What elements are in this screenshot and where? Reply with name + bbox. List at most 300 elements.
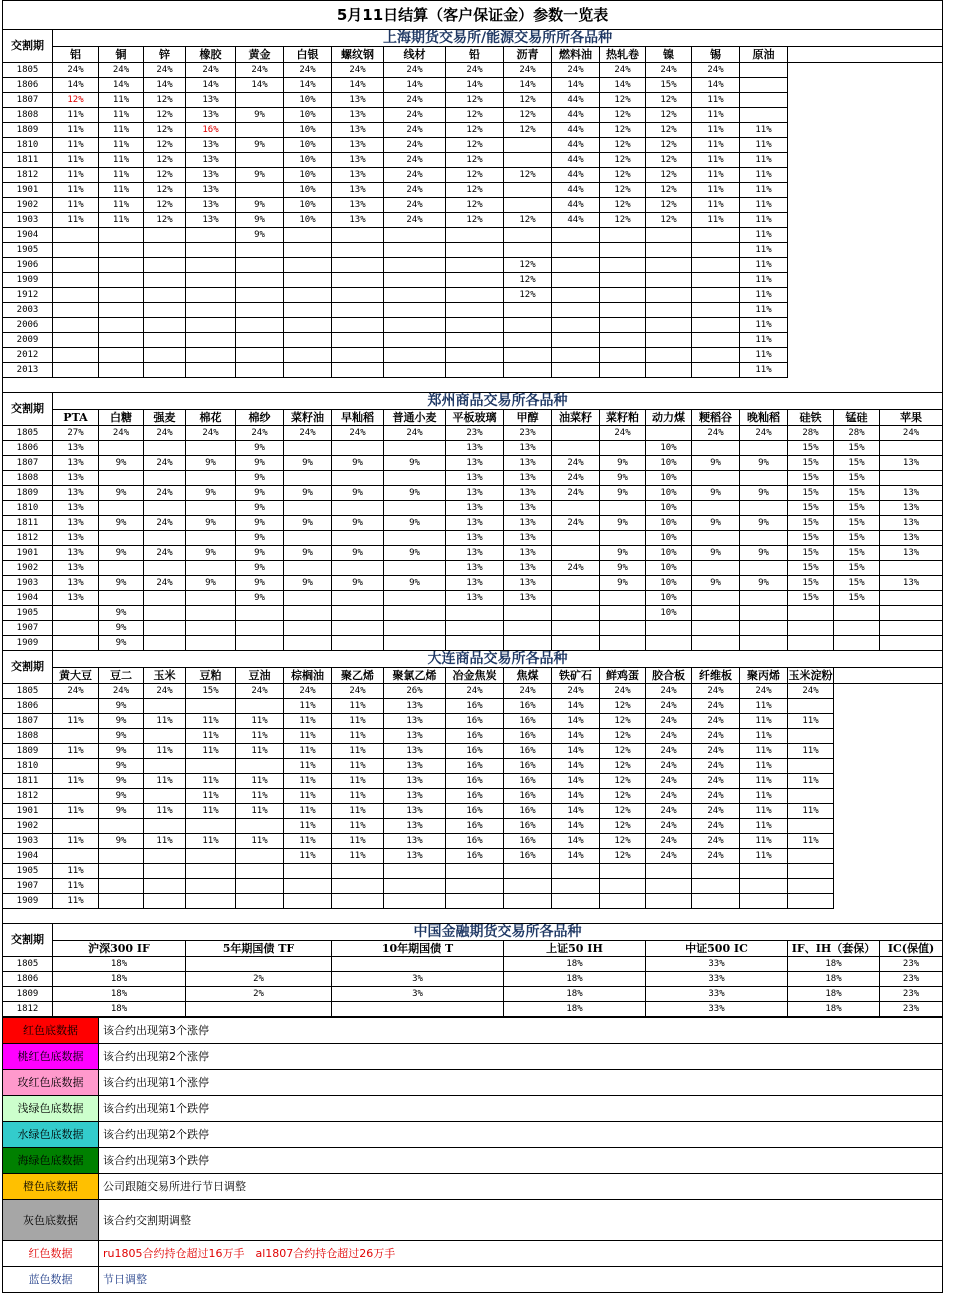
shfe-value-cell: 11% bbox=[692, 108, 740, 123]
shfe-value-cell: 44% bbox=[552, 183, 600, 198]
blank-cell bbox=[788, 258, 943, 273]
legend-description: ru1805合约持仓超过16万手 al1807合约持仓超过26万手 bbox=[99, 1241, 943, 1267]
czce-value-cell bbox=[144, 471, 186, 486]
dce-value-cell: 11% bbox=[284, 729, 332, 744]
blank-cell bbox=[834, 729, 943, 744]
czce-value-cell: 24% bbox=[144, 516, 186, 531]
shfe-table-row bbox=[3, 153, 943, 168]
shfe-value-cell: 11% bbox=[53, 168, 99, 183]
dce-value-cell: 13% bbox=[384, 729, 446, 744]
dce-value-cell bbox=[99, 819, 144, 834]
dce-value-cell: 11% bbox=[236, 834, 284, 849]
czce-value-cell bbox=[834, 636, 880, 651]
czce-value-cell bbox=[186, 501, 236, 516]
cffex-section-title: 中国金融期货交易所各品种 bbox=[53, 924, 943, 941]
shfe-value-cell: 24% bbox=[53, 63, 99, 78]
dce-value-cell: 24% bbox=[692, 804, 740, 819]
shfe-value-cell bbox=[384, 348, 446, 363]
czce-value-cell: 15% bbox=[788, 456, 834, 471]
shfe-period-cell: 2012 bbox=[3, 348, 53, 363]
shfe-value-cell bbox=[552, 273, 600, 288]
czce-value-cell bbox=[600, 606, 646, 621]
shfe-value-cell bbox=[284, 258, 332, 273]
czce-value-cell bbox=[186, 621, 236, 636]
legend-label: 水绿色底数据 bbox=[3, 1122, 99, 1148]
czce-value-cell bbox=[186, 441, 236, 456]
czce-value-cell: 10% bbox=[646, 516, 692, 531]
shfe-period-cell: 1912 bbox=[3, 288, 53, 303]
blank-cell bbox=[788, 78, 943, 93]
shfe-value-cell: 10% bbox=[284, 183, 332, 198]
shfe-value-cell bbox=[446, 318, 504, 333]
blank-cell bbox=[788, 183, 943, 198]
dce-table-row bbox=[3, 879, 943, 894]
legend-description: 该合约出现第3个涨停 bbox=[99, 1018, 943, 1044]
dce-value-cell: 24% bbox=[692, 819, 740, 834]
cffex-value-cell: 23% bbox=[880, 972, 943, 987]
czce-table-row bbox=[3, 606, 943, 621]
legend-description: 该合约出现第3个跌停 bbox=[99, 1148, 943, 1174]
czce-product-header: 白糖 bbox=[99, 410, 144, 426]
shfe-value-cell bbox=[186, 318, 236, 333]
czce-value-cell bbox=[284, 591, 332, 606]
blank-cell bbox=[788, 228, 943, 243]
shfe-product-header: 铅 bbox=[446, 47, 504, 63]
shfe-value-cell bbox=[332, 363, 384, 378]
shfe-value-cell bbox=[384, 243, 446, 258]
dce-value-cell: 16% bbox=[446, 744, 504, 759]
shfe-value-cell: 12% bbox=[446, 108, 504, 123]
czce-value-cell: 24% bbox=[186, 426, 236, 441]
dce-value-cell: 24% bbox=[646, 789, 692, 804]
dce-value-cell: 14% bbox=[552, 819, 600, 834]
shfe-value-cell: 11% bbox=[53, 198, 99, 213]
czce-value-cell bbox=[446, 636, 504, 651]
czce-value-cell: 9% bbox=[332, 516, 384, 531]
shfe-period-cell: 1904 bbox=[3, 228, 53, 243]
czce-value-cell: 13% bbox=[504, 486, 552, 501]
shfe-value-cell: 12% bbox=[600, 198, 646, 213]
czce-period-cell: 1907 bbox=[3, 621, 53, 636]
cffex-value-cell: 18% bbox=[504, 987, 646, 1002]
shfe-value-cell: 14% bbox=[144, 78, 186, 93]
czce-value-cell: 9% bbox=[99, 621, 144, 636]
dce-value-cell: 24% bbox=[692, 744, 740, 759]
shfe-table-row bbox=[3, 168, 943, 183]
shfe-value-cell bbox=[144, 348, 186, 363]
shfe-value-cell bbox=[552, 303, 600, 318]
czce-product-header: 苹果 bbox=[880, 410, 943, 426]
shfe-value-cell: 12% bbox=[646, 138, 692, 153]
dce-value-cell bbox=[236, 894, 284, 909]
czce-value-cell bbox=[646, 621, 692, 636]
cffex-value-cell: 2% bbox=[186, 972, 332, 987]
czce-row-label: 交割期 bbox=[3, 393, 53, 426]
dce-table-row bbox=[3, 849, 943, 864]
margin-sheet bbox=[2, 0, 942, 1293]
dce-value-cell: 11% bbox=[236, 789, 284, 804]
shfe-value-cell bbox=[53, 303, 99, 318]
czce-value-cell: 9% bbox=[600, 471, 646, 486]
czce-value-cell: 10% bbox=[646, 561, 692, 576]
czce-value-cell bbox=[446, 621, 504, 636]
czce-value-cell bbox=[552, 576, 600, 591]
cffex-value-cell bbox=[332, 1002, 504, 1017]
dce-table-row bbox=[3, 834, 943, 849]
blank-cell bbox=[788, 138, 943, 153]
dce-value-cell: 16% bbox=[504, 699, 552, 714]
dce-value-cell bbox=[144, 759, 186, 774]
czce-value-cell: 13% bbox=[53, 531, 99, 546]
shfe-value-cell: 10% bbox=[284, 138, 332, 153]
shfe-value-cell bbox=[384, 258, 446, 273]
czce-period-cell: 1909 bbox=[3, 636, 53, 651]
shfe-table-row bbox=[3, 183, 943, 198]
shfe-table-row bbox=[3, 123, 943, 138]
czce-value-cell: 23% bbox=[504, 426, 552, 441]
czce-value-cell bbox=[740, 471, 788, 486]
dce-value-cell: 16% bbox=[504, 804, 552, 819]
shfe-value-cell: 11% bbox=[692, 213, 740, 228]
shfe-value-cell: 44% bbox=[552, 93, 600, 108]
shfe-value-cell: 12% bbox=[144, 168, 186, 183]
shfe-value-cell: 44% bbox=[552, 108, 600, 123]
dce-value-cell: 16% bbox=[504, 714, 552, 729]
czce-value-cell bbox=[880, 636, 943, 651]
shfe-period-cell: 1902 bbox=[3, 198, 53, 213]
shfe-value-cell: 11% bbox=[53, 138, 99, 153]
shfe-value-cell: 12% bbox=[504, 213, 552, 228]
dce-value-cell: 11% bbox=[186, 804, 236, 819]
cffex-value-cell: 23% bbox=[880, 957, 943, 972]
dce-value-cell: 9% bbox=[99, 834, 144, 849]
shfe-value-cell: 12% bbox=[144, 93, 186, 108]
shfe-value-cell bbox=[384, 363, 446, 378]
shfe-value-cell: 9% bbox=[236, 108, 284, 123]
czce-value-cell bbox=[552, 501, 600, 516]
czce-value-cell: 15% bbox=[834, 591, 880, 606]
dce-value-cell bbox=[53, 789, 99, 804]
czce-value-cell: 15% bbox=[788, 501, 834, 516]
czce-value-cell bbox=[144, 441, 186, 456]
dce-value-cell: 14% bbox=[552, 804, 600, 819]
cffex-value-cell: 33% bbox=[646, 987, 788, 1002]
shfe-value-cell bbox=[384, 303, 446, 318]
czce-value-cell bbox=[384, 591, 446, 606]
shfe-value-cell: 11% bbox=[692, 153, 740, 168]
shfe-value-cell: 10% bbox=[284, 123, 332, 138]
dce-value-cell bbox=[646, 894, 692, 909]
dce-value-cell: 13% bbox=[384, 819, 446, 834]
czce-value-cell: 24% bbox=[552, 471, 600, 486]
czce-value-cell bbox=[600, 501, 646, 516]
czce-value-cell bbox=[504, 636, 552, 651]
blank-cell bbox=[788, 318, 943, 333]
shfe-value-cell: 12% bbox=[504, 258, 552, 273]
dce-product-header: 黄大豆 bbox=[53, 668, 99, 684]
czce-value-cell: 13% bbox=[504, 546, 552, 561]
shfe-value-cell bbox=[384, 318, 446, 333]
czce-section-title: 郑州商品交易所各品种 bbox=[53, 393, 943, 410]
czce-value-cell: 24% bbox=[144, 576, 186, 591]
czce-value-cell: 9% bbox=[332, 456, 384, 471]
czce-value-cell: 9% bbox=[692, 486, 740, 501]
shfe-value-cell bbox=[186, 363, 236, 378]
shfe-value-cell bbox=[384, 228, 446, 243]
dce-value-cell bbox=[788, 699, 834, 714]
shfe-value-cell bbox=[53, 243, 99, 258]
czce-period-cell: 1812 bbox=[3, 531, 53, 546]
czce-value-cell: 15% bbox=[788, 561, 834, 576]
shfe-value-cell: 14% bbox=[552, 78, 600, 93]
dce-value-cell bbox=[332, 879, 384, 894]
shfe-value-cell bbox=[236, 243, 284, 258]
shfe-period-cell: 1808 bbox=[3, 108, 53, 123]
czce-value-cell: 15% bbox=[834, 456, 880, 471]
shfe-value-cell: 13% bbox=[332, 93, 384, 108]
shfe-value-cell bbox=[646, 228, 692, 243]
shfe-value-cell bbox=[284, 333, 332, 348]
czce-value-cell bbox=[788, 636, 834, 651]
dce-value-cell: 13% bbox=[384, 849, 446, 864]
czce-value-cell bbox=[600, 636, 646, 651]
dce-row-label: 交割期 bbox=[3, 651, 53, 684]
dce-period-cell: 1903 bbox=[3, 834, 53, 849]
shfe-value-cell bbox=[740, 108, 788, 123]
czce-value-cell bbox=[552, 441, 600, 456]
shfe-value-cell bbox=[236, 93, 284, 108]
czce-value-cell bbox=[504, 621, 552, 636]
czce-table-row bbox=[3, 621, 943, 636]
czce-period-cell: 1903 bbox=[3, 576, 53, 591]
czce-value-cell: 9% bbox=[692, 576, 740, 591]
dce-value-cell: 11% bbox=[284, 759, 332, 774]
czce-period-cell: 1808 bbox=[3, 471, 53, 486]
shfe-value-cell: 12% bbox=[446, 213, 504, 228]
shfe-value-cell: 24% bbox=[552, 63, 600, 78]
shfe-value-cell: 12% bbox=[446, 138, 504, 153]
czce-value-cell bbox=[552, 606, 600, 621]
czce-value-cell: 15% bbox=[788, 441, 834, 456]
shfe-value-cell: 11% bbox=[53, 183, 99, 198]
shfe-value-cell bbox=[53, 288, 99, 303]
dce-period-cell: 1907 bbox=[3, 879, 53, 894]
czce-value-cell bbox=[332, 621, 384, 636]
legend-label: 桃红色底数据 bbox=[3, 1044, 99, 1070]
shfe-value-cell: 13% bbox=[186, 153, 236, 168]
dce-value-cell: 11% bbox=[186, 714, 236, 729]
shfe-value-cell: 13% bbox=[332, 138, 384, 153]
czce-value-cell bbox=[332, 471, 384, 486]
shfe-period-cell: 1806 bbox=[3, 78, 53, 93]
czce-value-cell: 13% bbox=[504, 501, 552, 516]
shfe-value-cell: 11% bbox=[53, 153, 99, 168]
czce-value-cell: 15% bbox=[788, 486, 834, 501]
czce-value-cell bbox=[880, 591, 943, 606]
shfe-value-cell bbox=[99, 243, 144, 258]
shfe-value-cell bbox=[144, 333, 186, 348]
shfe-value-cell bbox=[236, 183, 284, 198]
cffex-value-cell: 18% bbox=[788, 987, 880, 1002]
shfe-value-cell bbox=[53, 228, 99, 243]
shfe-value-cell bbox=[186, 258, 236, 273]
shfe-value-cell bbox=[144, 258, 186, 273]
shfe-value-cell: 24% bbox=[384, 108, 446, 123]
czce-value-cell: 15% bbox=[834, 561, 880, 576]
shfe-value-cell: 12% bbox=[504, 273, 552, 288]
dce-value-cell bbox=[740, 864, 788, 879]
dce-value-cell bbox=[552, 879, 600, 894]
czce-value-cell: 28% bbox=[788, 426, 834, 441]
shfe-period-cell: 1905 bbox=[3, 243, 53, 258]
czce-value-cell: 24% bbox=[384, 426, 446, 441]
czce-product-header: 锰硅 bbox=[834, 410, 880, 426]
czce-value-cell: 24% bbox=[144, 456, 186, 471]
dce-value-cell: 24% bbox=[552, 684, 600, 699]
shfe-value-cell bbox=[236, 303, 284, 318]
czce-value-cell bbox=[144, 501, 186, 516]
shfe-table-row bbox=[3, 363, 943, 378]
cffex-product-header: 中证500 IC bbox=[646, 941, 788, 957]
czce-value-cell: 23% bbox=[446, 426, 504, 441]
shfe-value-cell: 11% bbox=[740, 123, 788, 138]
dce-value-cell: 24% bbox=[692, 759, 740, 774]
shfe-value-cell bbox=[144, 288, 186, 303]
shfe-period-cell: 2009 bbox=[3, 333, 53, 348]
dce-value-cell: 13% bbox=[384, 744, 446, 759]
blank-cell bbox=[788, 243, 943, 258]
shfe-period-cell: 2013 bbox=[3, 363, 53, 378]
legend-row bbox=[3, 1241, 943, 1267]
czce-value-cell bbox=[646, 426, 692, 441]
dce-value-cell: 12% bbox=[600, 849, 646, 864]
blank-cell bbox=[788, 123, 943, 138]
cffex-value-cell: 3% bbox=[332, 987, 504, 1002]
czce-value-cell: 9% bbox=[740, 546, 788, 561]
blank-cell bbox=[788, 93, 943, 108]
czce-value-cell: 13% bbox=[880, 576, 943, 591]
dce-value-cell: 11% bbox=[236, 744, 284, 759]
dce-value-cell bbox=[384, 879, 446, 894]
dce-period-cell: 1806 bbox=[3, 699, 53, 714]
dce-table-row bbox=[3, 804, 943, 819]
czce-value-cell bbox=[384, 561, 446, 576]
cffex-value-cell: 18% bbox=[788, 957, 880, 972]
czce-value-cell: 10% bbox=[646, 531, 692, 546]
dce-value-cell bbox=[53, 849, 99, 864]
shfe-value-cell: 10% bbox=[284, 198, 332, 213]
dce-value-cell bbox=[144, 849, 186, 864]
shfe-value-cell bbox=[504, 138, 552, 153]
czce-value-cell bbox=[284, 531, 332, 546]
dce-value-cell: 16% bbox=[446, 789, 504, 804]
dce-value-cell: 11% bbox=[788, 774, 834, 789]
sheet-title: 5月11日结算（客户保证金）参数一览表 bbox=[3, 1, 943, 30]
czce-value-cell: 9% bbox=[600, 516, 646, 531]
shfe-value-cell: 11% bbox=[99, 93, 144, 108]
shfe-value-cell: 13% bbox=[332, 108, 384, 123]
shfe-value-cell bbox=[740, 78, 788, 93]
shfe-value-cell bbox=[600, 348, 646, 363]
czce-value-cell: 13% bbox=[53, 561, 99, 576]
czce-period-cell: 1810 bbox=[3, 501, 53, 516]
czce-value-cell: 9% bbox=[384, 576, 446, 591]
shfe-table-row bbox=[3, 303, 943, 318]
shfe-value-cell: 12% bbox=[144, 108, 186, 123]
shfe-product-header: 铝 bbox=[53, 47, 99, 63]
legend-label: 红色数据 bbox=[3, 1241, 99, 1267]
shfe-value-cell bbox=[144, 273, 186, 288]
czce-value-cell: 9% bbox=[284, 576, 332, 591]
shfe-value-cell bbox=[53, 258, 99, 273]
dce-section-title: 大连商品交易所各品种 bbox=[53, 651, 943, 668]
dce-value-cell: 11% bbox=[53, 804, 99, 819]
czce-value-cell bbox=[600, 591, 646, 606]
dce-value-cell: 9% bbox=[99, 714, 144, 729]
shfe-value-cell: 11% bbox=[740, 333, 788, 348]
dce-value-cell bbox=[186, 879, 236, 894]
shfe-value-cell bbox=[144, 303, 186, 318]
czce-value-cell: 9% bbox=[236, 486, 284, 501]
czce-value-cell: 9% bbox=[600, 561, 646, 576]
czce-value-cell bbox=[332, 561, 384, 576]
czce-value-cell bbox=[144, 591, 186, 606]
dce-value-cell bbox=[236, 819, 284, 834]
dce-value-cell: 11% bbox=[788, 714, 834, 729]
shfe-value-cell bbox=[236, 333, 284, 348]
shfe-value-cell: 12% bbox=[53, 93, 99, 108]
czce-value-cell bbox=[692, 501, 740, 516]
dce-value-cell: 12% bbox=[600, 834, 646, 849]
dce-value-cell: 13% bbox=[384, 699, 446, 714]
shfe-value-cell bbox=[646, 258, 692, 273]
shfe-value-cell: 10% bbox=[284, 213, 332, 228]
shfe-period-cell: 1810 bbox=[3, 138, 53, 153]
shfe-value-cell: 11% bbox=[692, 123, 740, 138]
shfe-value-cell: 44% bbox=[552, 213, 600, 228]
czce-value-cell bbox=[332, 441, 384, 456]
blank-cell bbox=[834, 714, 943, 729]
dce-product-header: 聚乙烯 bbox=[332, 668, 384, 684]
shfe-value-cell bbox=[600, 258, 646, 273]
czce-value-cell: 9% bbox=[186, 576, 236, 591]
shfe-value-cell: 9% bbox=[236, 198, 284, 213]
dce-value-cell bbox=[600, 894, 646, 909]
czce-value-cell bbox=[186, 531, 236, 546]
shfe-value-cell bbox=[552, 228, 600, 243]
shfe-value-cell: 12% bbox=[646, 198, 692, 213]
czce-value-cell bbox=[880, 441, 943, 456]
blank-cell bbox=[788, 288, 943, 303]
dce-value-cell bbox=[600, 864, 646, 879]
shfe-period-cell: 1903 bbox=[3, 213, 53, 228]
blank-cell bbox=[834, 804, 943, 819]
shfe-value-cell bbox=[186, 243, 236, 258]
czce-value-cell bbox=[740, 501, 788, 516]
legend-label: 橙色底数据 bbox=[3, 1174, 99, 1200]
czce-value-cell: 9% bbox=[284, 486, 332, 501]
czce-value-cell bbox=[384, 531, 446, 546]
czce-value-cell bbox=[332, 591, 384, 606]
czce-value-cell bbox=[692, 561, 740, 576]
dce-value-cell: 24% bbox=[646, 774, 692, 789]
dce-value-cell: 11% bbox=[740, 819, 788, 834]
dce-value-cell bbox=[384, 894, 446, 909]
czce-value-cell bbox=[600, 441, 646, 456]
czce-value-cell bbox=[692, 441, 740, 456]
shfe-value-cell: 13% bbox=[186, 168, 236, 183]
shfe-value-cell: 12% bbox=[446, 183, 504, 198]
